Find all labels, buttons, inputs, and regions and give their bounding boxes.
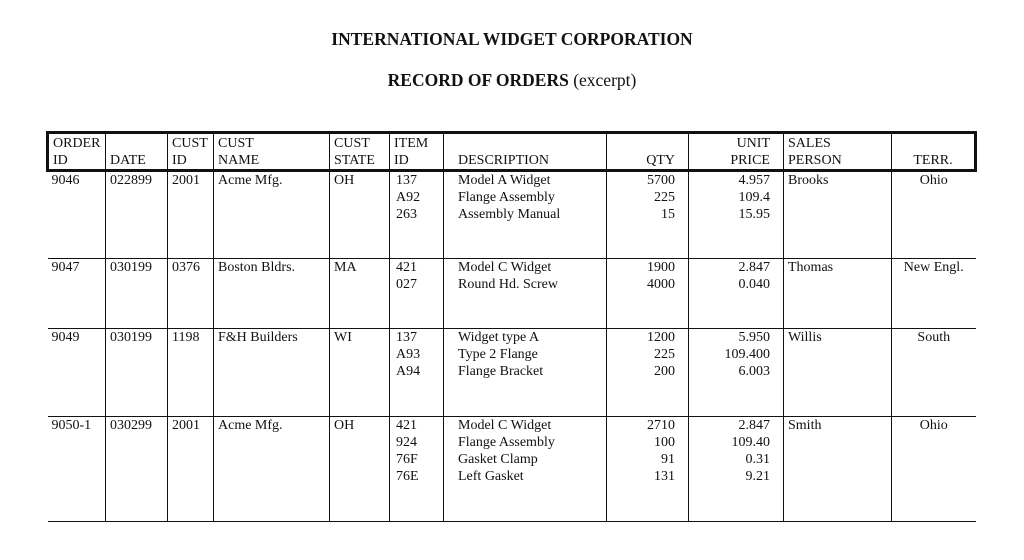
header-line: CUST (218, 136, 254, 151)
header-terr (892, 133, 976, 171)
cell-line: 1900 (647, 260, 675, 275)
table-row (48, 329, 976, 417)
cell-line: 15 (661, 207, 675, 222)
header-line: CUST (172, 136, 208, 151)
header-line: DESCRIPTION (458, 153, 550, 168)
table-header (48, 133, 976, 171)
cell-sales-person: Thomas (784, 259, 892, 329)
cell-item-ids (390, 171, 444, 259)
cell-item-ids (390, 259, 444, 329)
document-title-text: RECORD OF ORDERS (387, 70, 569, 90)
header-line: DATE (110, 153, 146, 168)
cell-terr: South (892, 329, 976, 417)
cell-cust-state: OH (330, 171, 390, 259)
cell-order-id: 9047 (48, 259, 106, 329)
cell-cust-name: Acme Mfg. (214, 417, 330, 522)
header-line (458, 135, 606, 152)
header-description (444, 133, 607, 171)
cell-line: 421 (396, 418, 417, 433)
cell-cust-id: 0376 (168, 259, 214, 329)
cell-line: 924 (396, 435, 417, 450)
header-cust-name (214, 133, 330, 171)
header-qty (607, 133, 689, 171)
cell-line: 76E (396, 469, 419, 484)
cell-cust-id: 1198 (168, 329, 214, 417)
cell-line: A92 (396, 190, 421, 205)
cell-line: Model C Widget (458, 418, 552, 433)
cell-qtys (607, 171, 689, 259)
header-order-id (48, 133, 106, 171)
cell-line: 109.4 (738, 190, 770, 205)
header-sales-person (784, 133, 892, 171)
cell-line: 5700 (647, 173, 675, 188)
cell-line: 1200 (647, 330, 675, 345)
header-unit-price (689, 133, 784, 171)
cell-line: Gasket Clamp (458, 452, 538, 467)
cell-cust-state: OH (330, 417, 390, 522)
header-line: ID (172, 153, 187, 168)
header-line (607, 135, 675, 152)
cell-line: 0.040 (738, 277, 770, 292)
cell-line: Model A Widget (458, 173, 551, 188)
cell-qtys (607, 259, 689, 329)
header-line: QTY (646, 153, 675, 168)
cell-line: 2710 (647, 418, 675, 433)
cell-date: 030299 (106, 417, 168, 522)
cell-date: 022899 (106, 171, 168, 259)
cell-line: 5.950 (738, 330, 770, 345)
cell-descriptions (444, 329, 607, 417)
cell-order-id: 9050-1 (48, 417, 106, 522)
cell-line: 4000 (647, 277, 675, 292)
cell-sales-person: Smith (784, 417, 892, 522)
header-line: ITEM (394, 136, 429, 151)
header-line: NAME (218, 153, 260, 168)
cell-line: 200 (654, 364, 675, 379)
cell-line: 4.957 (738, 173, 770, 188)
cell-terr: Ohio (892, 171, 976, 259)
table-body (48, 171, 976, 522)
header-line (892, 135, 974, 152)
header-line: PERSON (788, 153, 842, 168)
cell-unit-prices (689, 417, 784, 522)
cell-cust-id: 2001 (168, 171, 214, 259)
cell-line: Type 2 Flange (458, 347, 538, 362)
header-line: ID (394, 153, 409, 168)
cell-line: 109.400 (724, 347, 770, 362)
header-item-id (390, 133, 444, 171)
cell-cust-name: Boston Bldrs. (214, 259, 330, 329)
cell-line: 027 (396, 277, 417, 292)
document-title (0, 70, 1024, 90)
cell-order-id: 9049 (48, 329, 106, 417)
cell-line: A93 (396, 347, 421, 362)
company-name: INTERNATIONAL WIDGET CORPORATION (331, 29, 693, 49)
header-line: ID (53, 153, 68, 168)
cell-line: 9.21 (745, 469, 770, 484)
cell-terr: Ohio (892, 417, 976, 522)
cell-descriptions (444, 417, 607, 522)
header-line: SALES (788, 136, 831, 151)
cell-cust-state: WI (330, 329, 390, 417)
cell-line: Flange Assembly (458, 435, 555, 450)
cell-descriptions (444, 171, 607, 259)
cell-cust-state: MA (330, 259, 390, 329)
header-line: ORDER (53, 136, 101, 151)
cell-item-ids (390, 417, 444, 522)
cell-line: 15.95 (738, 207, 770, 222)
header-line: CUST (334, 136, 370, 151)
cell-cust-name: Acme Mfg. (214, 171, 330, 259)
cell-line: A94 (396, 364, 421, 379)
cell-line: Flange Assembly (458, 190, 555, 205)
cell-line: 131 (654, 469, 675, 484)
cell-line: 76F (396, 452, 418, 467)
cell-order-id: 9046 (48, 171, 106, 259)
cell-line: 6.003 (738, 364, 770, 379)
cell-line: 0.31 (745, 452, 770, 467)
table-row (48, 417, 976, 522)
cell-line: 109.40 (731, 435, 770, 450)
cell-qtys (607, 417, 689, 522)
cell-terr: New Engl. (892, 259, 976, 329)
cell-line: 91 (661, 452, 675, 467)
cell-line: 225 (654, 190, 675, 205)
cell-line: 137 (396, 173, 417, 188)
cell-date: 030199 (106, 329, 168, 417)
cell-line: 100 (654, 435, 675, 450)
cell-line: 137 (396, 330, 417, 345)
cell-date: 030199 (106, 259, 168, 329)
cell-line: Left Gasket (458, 469, 524, 484)
header-line: PRICE (730, 153, 770, 168)
cell-line: Widget type A (458, 330, 540, 345)
cell-cust-name: F&H Builders (214, 329, 330, 417)
cell-line: 263 (396, 207, 417, 222)
header-date (106, 133, 168, 171)
cell-unit-prices (689, 259, 784, 329)
table-row (48, 171, 976, 259)
orders-table (46, 131, 977, 522)
cell-line: Round Hd. Screw (458, 277, 558, 292)
cell-line: 421 (396, 260, 417, 275)
header-cust-state (330, 133, 390, 171)
cell-line: 225 (654, 347, 675, 362)
cell-line: 2.847 (738, 260, 770, 275)
header-line: UNIT (736, 136, 770, 151)
cell-line: Assembly Manual (458, 207, 561, 222)
cell-unit-prices (689, 329, 784, 417)
header-line: TERR. (913, 153, 953, 168)
header-line: STATE (334, 153, 375, 168)
cell-line: Flange Bracket (458, 364, 544, 379)
table-row (48, 259, 976, 329)
cell-unit-prices (689, 171, 784, 259)
cell-cust-id: 2001 (168, 417, 214, 522)
cell-line: Model C Widget (458, 260, 552, 275)
cell-item-ids (390, 329, 444, 417)
cell-descriptions (444, 259, 607, 329)
header-line (110, 135, 167, 152)
header-cust-id (168, 133, 214, 171)
header-row (48, 133, 976, 171)
cell-line: 2.847 (738, 418, 770, 433)
cell-sales-person: Brooks (784, 171, 892, 259)
document-title-note: (excerpt) (573, 70, 637, 90)
cell-qtys (607, 329, 689, 417)
cell-sales-person: Willis (784, 329, 892, 417)
